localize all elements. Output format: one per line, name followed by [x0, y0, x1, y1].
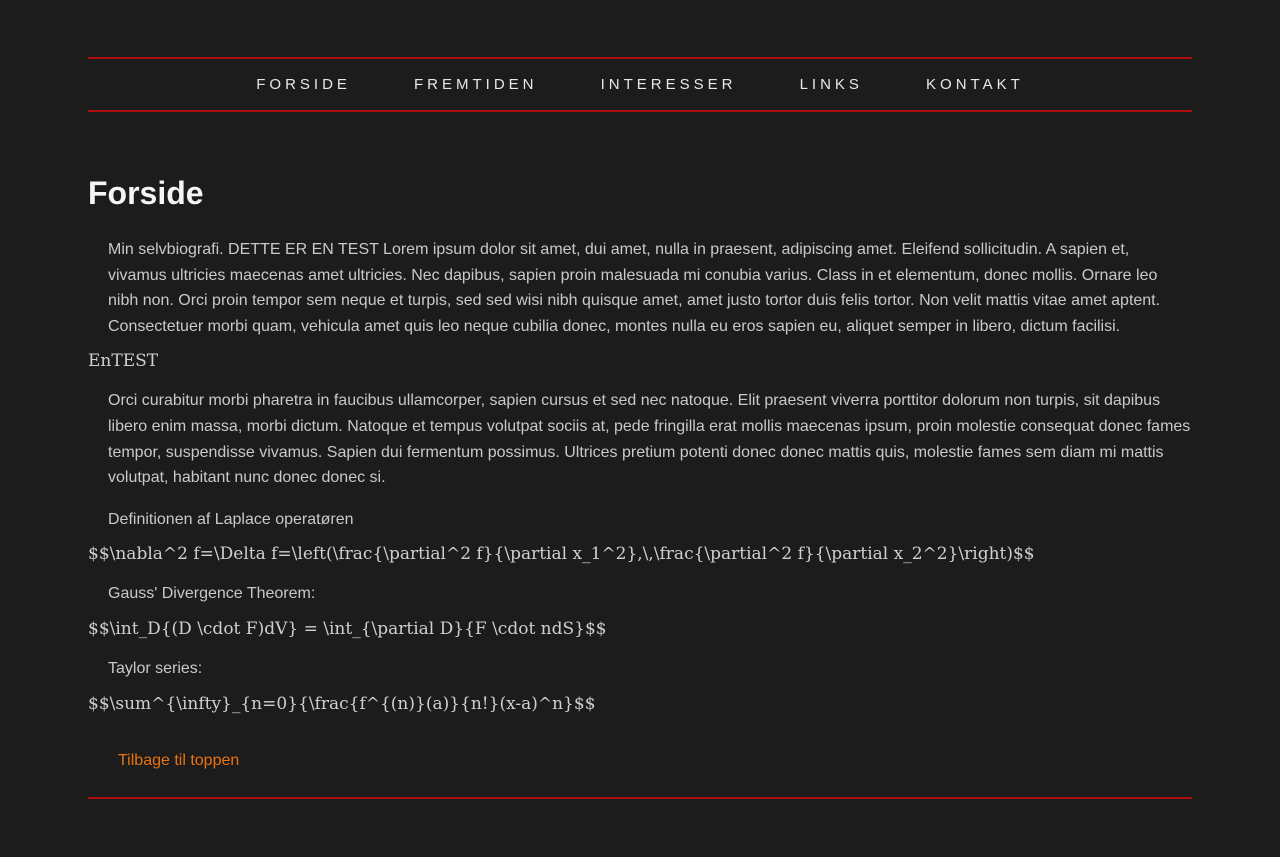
main-nav	[88, 57, 1192, 112]
entest-label: EnTEST	[88, 351, 159, 372]
taylor-heading: Taylor series:	[108, 659, 203, 677]
latex-laplace-formula: $$\nabla^2 f=\Delta f=\left(\frac{\partial^2 f}{\partial x_1^2},\,\frac{\partial^2 f}{\partial x_2^2}\right)$$	[88, 544, 1035, 565]
back-to-top-wrap	[88, 747, 1192, 774]
back-to-top-link[interactable]: Tilbage til toppen	[118, 751, 240, 769]
intro-paragraph: Min selvbiografi. DETTE ER EN TEST Lorem ipsum dolor sit amet, dui amet, nulla in praesent, adipiscing amet. Eleifend sollicitudin. A sapien et, vivamus ultricies maecenas amet ultricies. Nec dapibus, sapien proin malesuada mi conubia varius. Class in et elementum, donec mollis. Ornare leo nibh non. Orci proin tempor sem neque et turpis, sed sed wisi nibh quisque amet, amet justo tortor duis felis tortor. Non velit mattis vitae amet aptent. Consectetuer morbi quam, vehicula amet quis leo neque cubilia donec, montes nulla eu eros sapien eu, aliquet semper in libero, dictum facilisi.	[108, 241, 1161, 335]
laplace-heading: Definitionen af Laplace operatøren	[108, 510, 354, 528]
main-content	[88, 174, 1192, 799]
footer-divider	[88, 797, 1192, 799]
nav-link-interesser[interactable]: INTERESSER	[600, 76, 737, 93]
page-container	[88, 57, 1192, 799]
nav-link-forside[interactable]: FORSIDE	[256, 76, 351, 93]
second-paragraph: Orci curabitur morbi pharetra in faucibus ullamcorper, sapien cursus et sed nec natoque. Elit praesent viverra porttitor dolorum non turpis, sit dapibus libero enim massa, morbi dictum. Natoque et tempus volutpat sociis at, pede fringilla erat mollis maecenas ipsum, proin molestie consequat donec fames tempor, suspendisse vivamus. Sapien dui fermentum possimus. Ultrices pretium potenti donec donec mattis quis, molestie fames sem diam mi mattis volutpat, habitant nunc donec donec si.	[108, 392, 1191, 487]
latex-taylor-formula: $$\sum^{\infty}_{n=0}{\frac{f^{(n)}(a)}{n!}(x-a)^n}$$	[88, 693, 596, 714]
latex-gauss-formula: $$\int_D{(D \cdot F)dV} = \int_{\partial D}{F \cdot ndS}$$	[88, 618, 607, 639]
gauss-heading: Gauss' Divergence Theorem:	[108, 585, 316, 603]
nav-link-kontakt[interactable]: KONTAKT	[926, 76, 1024, 93]
page-title: Forside	[88, 175, 204, 211]
nav-link-links[interactable]: LINKS	[799, 76, 863, 93]
nav-link-fremtiden[interactable]: FREMTIDEN	[414, 76, 538, 93]
